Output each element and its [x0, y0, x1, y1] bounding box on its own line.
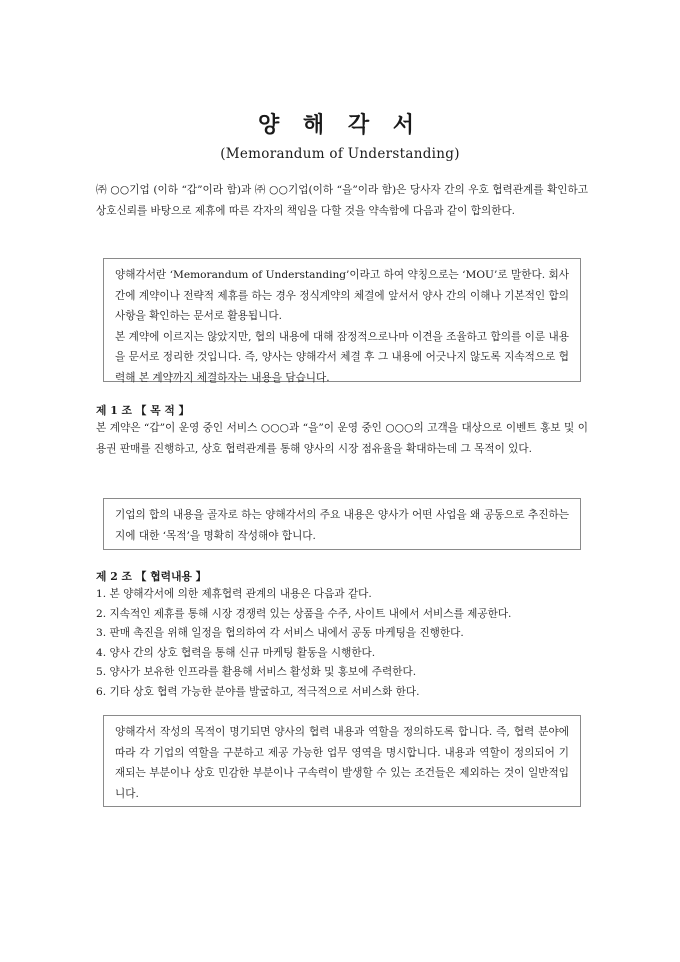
article-2-list — [96, 585, 588, 703]
article-1-body: 본 계약은 “갑”이 운영 중인 서비스 ○○○과 “을”이 운영 중인 ○○○의 고객을 대상으로 이벤트 홍보 및 이용권 판매를 진행하고, 상호 협력관계를 통해 양사의 시장 점유율을 확대하는데 그 목적이 있다. — [96, 422, 588, 455]
list-item: 6. 기타 상호 협력 가능한 분야를 발굴하고, 적극적으로 서비스화 한다. — [96, 685, 420, 698]
list-item: 3. 판매 촉진을 위해 일정을 협의하여 각 서비스 내에서 공동 마케팅을 진행한다. — [96, 627, 464, 640]
list-item: 4. 양사 간의 상호 협력을 통해 신규 마케팅 활동을 시행한다. — [96, 646, 376, 659]
document-title: 양 해 각 서 — [258, 112, 422, 138]
note-box-roles — [103, 715, 581, 807]
list-item: 2. 지속적인 제휴를 통해 시장 경쟁력 있는 상품을 수주, 사이트 내에서 서비스를 제공한다. — [96, 607, 512, 620]
note-box-definition — [103, 258, 581, 382]
note-box-purpose — [103, 498, 581, 550]
document-subtitle: (Memorandum of Understanding) — [220, 146, 460, 162]
note-roles-text: 양해각서 작성의 목적이 명기되면 양사의 협력 내용과 역할을 정의하도록 합니다. 즉, 협력 분야에 따라 각 기업의 역할을 구분하고 제공 가능한 업무 영역을 명시합니다. 내용과 역할이 정의되어 기재되는 부분이나 상호 민감한 부분이나 구속력이 발생할 수 있는 조건들은 제외하는 것이 일반적입니다. — [115, 726, 569, 800]
list-item: 5. 양사가 보유한 인프라를 활용해 서비스 활성화 및 홍보에 주력한다. — [96, 666, 417, 679]
intro-paragraph: ㈜ ○○기업 (이하 “갑”이라 함)과 ㈜ ○○기업(이하 “을”이라 함)은 당사자 간의 우호 협력관계를 확인하고 상호신뢰를 바탕으로 제휴에 따른 각자의 책임을 다할 것을 약속함에 다음과 같이 합의한다. — [96, 184, 588, 217]
note-definition-p1: 양해각서란 ‘Memorandum of Understanding’이라고 하여 약칭으로는 ‘MOU’로 말한다. 회사 간에 계약이나 전략적 제휴를 하는 경우 정식계약의 체결에 앞서서 양사 간의 이해나 기본적인 합의사항을 확인하는 문서로 활용됩니다. — [115, 269, 569, 322]
article-1-heading: 제 1 조 【 목 적 】 — [96, 404, 190, 417]
list-item: 1. 본 양해각서에 의한 제휴협력 관계의 내용은 다음과 같다. — [96, 588, 372, 600]
article-2-heading: 제 2 조 【 협력내용 】 — [96, 570, 207, 583]
note-purpose-text: 기업의 합의 내용을 골자로 하는 양해각서의 주요 내용은 양사가 어떤 사업을 왜 공동으로 추진하는지에 대한 ‘목적’을 명확히 작성해야 합니다. — [115, 509, 569, 542]
note-definition-p2: 본 계약에 이르지는 않았지만, 협의 내용에 대해 잠정적으로나마 이견을 조율하고 합의를 이룬 내용을 문서로 정리한 것입니다. 즉, 양사는 양해각서 체결 후 그 내용에 어긋나지 않도록 지속적으로 협력해 본 계약까지 체결하자는 내용을 담습니다. — [115, 330, 569, 384]
